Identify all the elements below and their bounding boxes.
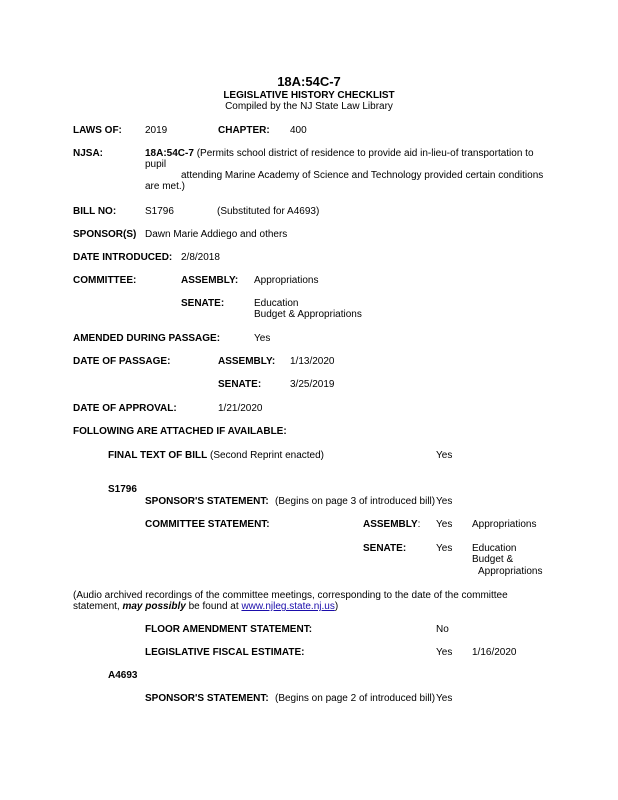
s1796-sponsor-statement-value: Yes <box>436 496 453 507</box>
njsa-description: (Permits school district of residence to provide aid in-lieu-of transportation to <box>193 148 534 159</box>
sponsors-label: SPONSOR(S) <box>73 229 137 240</box>
compiled-by: Compiled by the NJ State Law Library <box>225 101 393 112</box>
bill-no-note: (Substituted for A4693) <box>217 206 320 217</box>
njsa-line-2: pupil <box>145 159 167 170</box>
committee-assembly-value: Appropriations <box>254 275 319 286</box>
sponsors-value: Dawn Marie Addiego and others <box>145 229 288 240</box>
date-of-approval-label: DATE OF APPROVAL: <box>73 403 177 414</box>
page-subtitle: LEGISLATIVE HISTORY CHECKLIST <box>223 90 395 101</box>
s1796-committee-assembly-colon: : <box>417 519 421 530</box>
date-introduced-value: 2/8/2018 <box>181 252 220 263</box>
s1796-sponsor-statement-note: (Begins on page 3 of introduced bill) <box>275 496 436 507</box>
attached-heading: FOLLOWING ARE ATTACHED IF AVAILABLE: <box>73 426 287 437</box>
passage-assembly-label: ASSEMBLY: <box>218 356 276 367</box>
s1796-committee-senate-value: Yes <box>436 543 453 554</box>
njsa-code: 18A:54C-7 <box>145 148 194 159</box>
committee-senate-value-2: Budget & Appropriations <box>254 309 362 320</box>
s1796-committee-senate-label: SENATE: <box>363 543 407 554</box>
floor-amendment-value: No <box>436 624 449 635</box>
njleg-link[interactable]: www.njleg.state.nj.us <box>241 601 335 612</box>
final-text-value: Yes <box>436 450 453 461</box>
amended-value: Yes <box>254 333 271 344</box>
passage-senate-value: 3/25/2019 <box>290 379 335 390</box>
s1796-committee-senate-name-1: Education <box>472 543 517 554</box>
njsa-line-4: are met.) <box>145 181 186 192</box>
passage-assembly-value: 1/13/2020 <box>290 356 335 367</box>
a4693-heading: A4693 <box>108 670 138 681</box>
s1796-committee-senate-name-3: Appropriations <box>478 566 543 577</box>
date-of-passage-label: DATE OF PASSAGE: <box>73 356 171 367</box>
date-of-approval-value: 1/21/2020 <box>218 403 263 414</box>
audio-note-end: ) <box>334 601 339 612</box>
laws-of-value: 2019 <box>145 125 168 136</box>
page-title: 18A:54C-7 <box>277 74 341 89</box>
s1796-committee-assembly <box>363 519 420 531</box>
s1796-heading: S1796 <box>108 484 137 495</box>
a4693-sponsor-statement-label: SPONSOR'S STATEMENT: <box>145 693 269 704</box>
s1796-committee-assembly-name: Appropriations <box>472 519 537 530</box>
a4693-sponsor-statement-note: (Begins on page 2 of introduced bill) <box>275 693 436 704</box>
fiscal-estimate-date: 1/16/2020 <box>472 647 517 658</box>
njsa-line-1 <box>145 148 534 160</box>
fiscal-estimate-value: Yes <box>436 647 453 658</box>
fiscal-estimate-label: LEGISLATIVE FISCAL ESTIMATE: <box>145 647 305 658</box>
s1796-committee-senate-name-2: Budget & <box>472 554 514 565</box>
committee-assembly-label: ASSEMBLY: <box>181 275 239 286</box>
laws-of-label: LAWS OF: <box>73 125 122 136</box>
chapter-label: CHAPTER: <box>218 125 270 136</box>
final-text-row <box>108 450 324 462</box>
amended-label: AMENDED DURING PASSAGE: <box>73 333 221 344</box>
s1796-committee-assembly-label: ASSEMBLY <box>363 519 418 530</box>
audio-note-emphasis: may possibly <box>122 601 186 612</box>
committee-senate-label: SENATE: <box>181 298 225 309</box>
bill-no-value: S1796 <box>145 206 174 217</box>
final-text-label: FINAL TEXT OF BILL <box>108 450 208 461</box>
s1796-sponsor-statement-label: SPONSOR'S STATEMENT: <box>145 496 269 507</box>
audio-note-mid: be found at <box>185 601 242 612</box>
date-introduced-label: DATE INTRODUCED: <box>73 252 173 263</box>
floor-amendment-label: FLOOR AMENDMENT STATEMENT: <box>145 624 313 635</box>
bill-no-label: BILL NO: <box>73 206 117 217</box>
audio-note-line-1: (Audio archived recordings of the committee meetings, corresponding to the date of the committee <box>73 590 508 601</box>
audio-note-start: statement, <box>73 601 123 612</box>
audio-note-line-2 <box>73 601 338 613</box>
s1796-committee-assembly-value: Yes <box>436 519 453 530</box>
njsa-line-3: attending Marine Academy of Science and Technology provided certain conditions <box>181 170 544 181</box>
final-text-note: (Second Reprint enacted) <box>207 450 324 461</box>
passage-senate-label: SENATE: <box>218 379 262 390</box>
s1796-committee-statement-label: COMMITTEE STATEMENT: <box>145 519 270 530</box>
committee-label: COMMITTEE: <box>73 275 137 286</box>
njsa-label: NJSA: <box>73 148 104 159</box>
a4693-sponsor-statement-value: Yes <box>436 693 453 704</box>
committee-senate-value-1: Education <box>254 298 299 309</box>
chapter-value: 400 <box>290 125 307 136</box>
